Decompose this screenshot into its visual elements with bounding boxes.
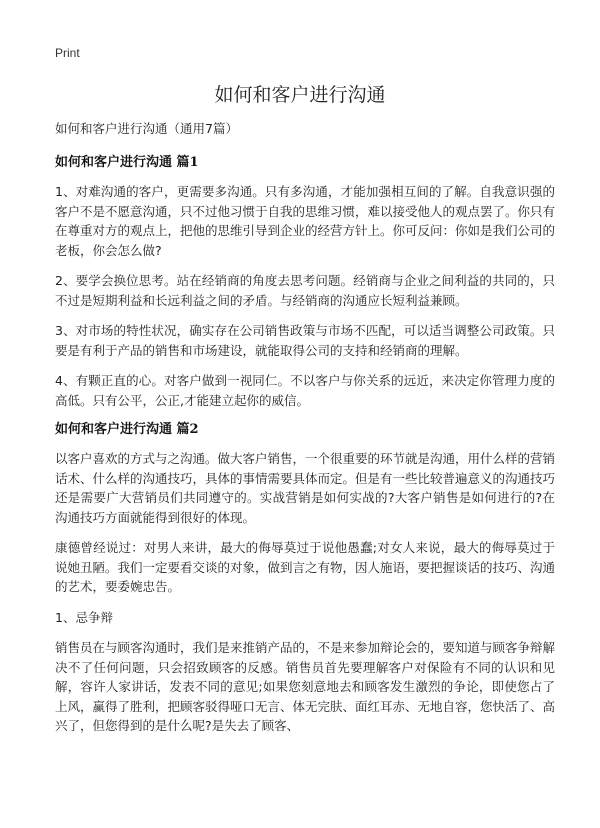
section-2 <box>55 421 555 736</box>
document-subtitle: 如何和客户进行沟通（通用7篇） <box>55 121 238 136</box>
paragraph: 以客户喜欢的方式与之沟通。做大客户销售，一个很重要的环节就是沟通，用什么样的营销话术、什么样的沟通技巧，具体的事情需要具体而定。但是有一些比较普遍意义的沟通技巧还是需要广大营销员们共同遵守的。实战营销是如何实战的?大客户销售是如何进行的?在沟通技巧方面就能得到很好的体现。 <box>55 451 556 525</box>
paragraph: 3、对市场的特性状况，确实存在公司销售政策与市场不匹配，可以适当调整公司政策。只要是有利于产品的销售和市场建设，就能取得公司的支持和经销商的理解。 <box>55 323 555 358</box>
paragraph: 4、有颗正直的心。对客户做到一视同仁。不以客户与你关系的远近，来决定你管理力度的高低。只有公平，公正,才能建立起你的威信。 <box>55 373 555 408</box>
list-item-heading: 1、忌争辩 <box>55 609 113 625</box>
section-heading: 如何和客户进行沟通 篇1 <box>55 155 199 170</box>
section-heading: 如何和客户进行沟通 篇2 <box>55 422 199 437</box>
section-1 <box>55 154 555 410</box>
paragraph: 销售员在与顾客沟通时，我们是来推销产品的，不是来参加辩论会的，要知道与顾客争辩解决不了任何问题，只会招致顾客的反感。销售员首先要理解客户对保险有不同的认识和见解，容许人家讲话，发表不同的意见;如果您刻意地去和顾客发生激烈的争论，即使您占了上风，赢得了胜利，把顾客驳得哑口无言、体无完肤、面红耳赤、无地自容，您快活了、高兴了，但您得到的是什么呢?是失去了顾客、 <box>55 640 556 733</box>
document-title: 如何和客户进行沟通 <box>214 84 386 106</box>
paragraph: 1、对难沟通的客户，更需要多沟通。只有多沟通，才能加强相互间的了解。自我意识强的客户不是不愿意沟通，只不过他习惯于自我的思维习惯，难以接受他人的观点罢了。你只有在尊重对方的观点上，把他的思维引导到企业的经营方针上。你可反问：你如是我们公司的老板，你会怎么做? <box>55 184 556 258</box>
print-label[interactable]: Print <box>55 46 80 60</box>
paragraph: 2、要学会换位思考。站在经销商的角度去思考问题。经销商与企业之间利益的共同的，只不过是短期利益和长远利益之间的矛盾。与经销商的沟通应长短利益兼顾。 <box>55 273 555 308</box>
document-body <box>55 120 555 747</box>
paragraph: 康德曾经说过：对男人来讲，最大的侮辱莫过于说他愚蠢;对女人来说，最大的侮辱莫过于说她丑陋。我们一定要看交谈的对象，做到言之有物，因人施语，要把握谈话的技巧、沟通的艺术，要委婉忠告。 <box>55 540 556 594</box>
